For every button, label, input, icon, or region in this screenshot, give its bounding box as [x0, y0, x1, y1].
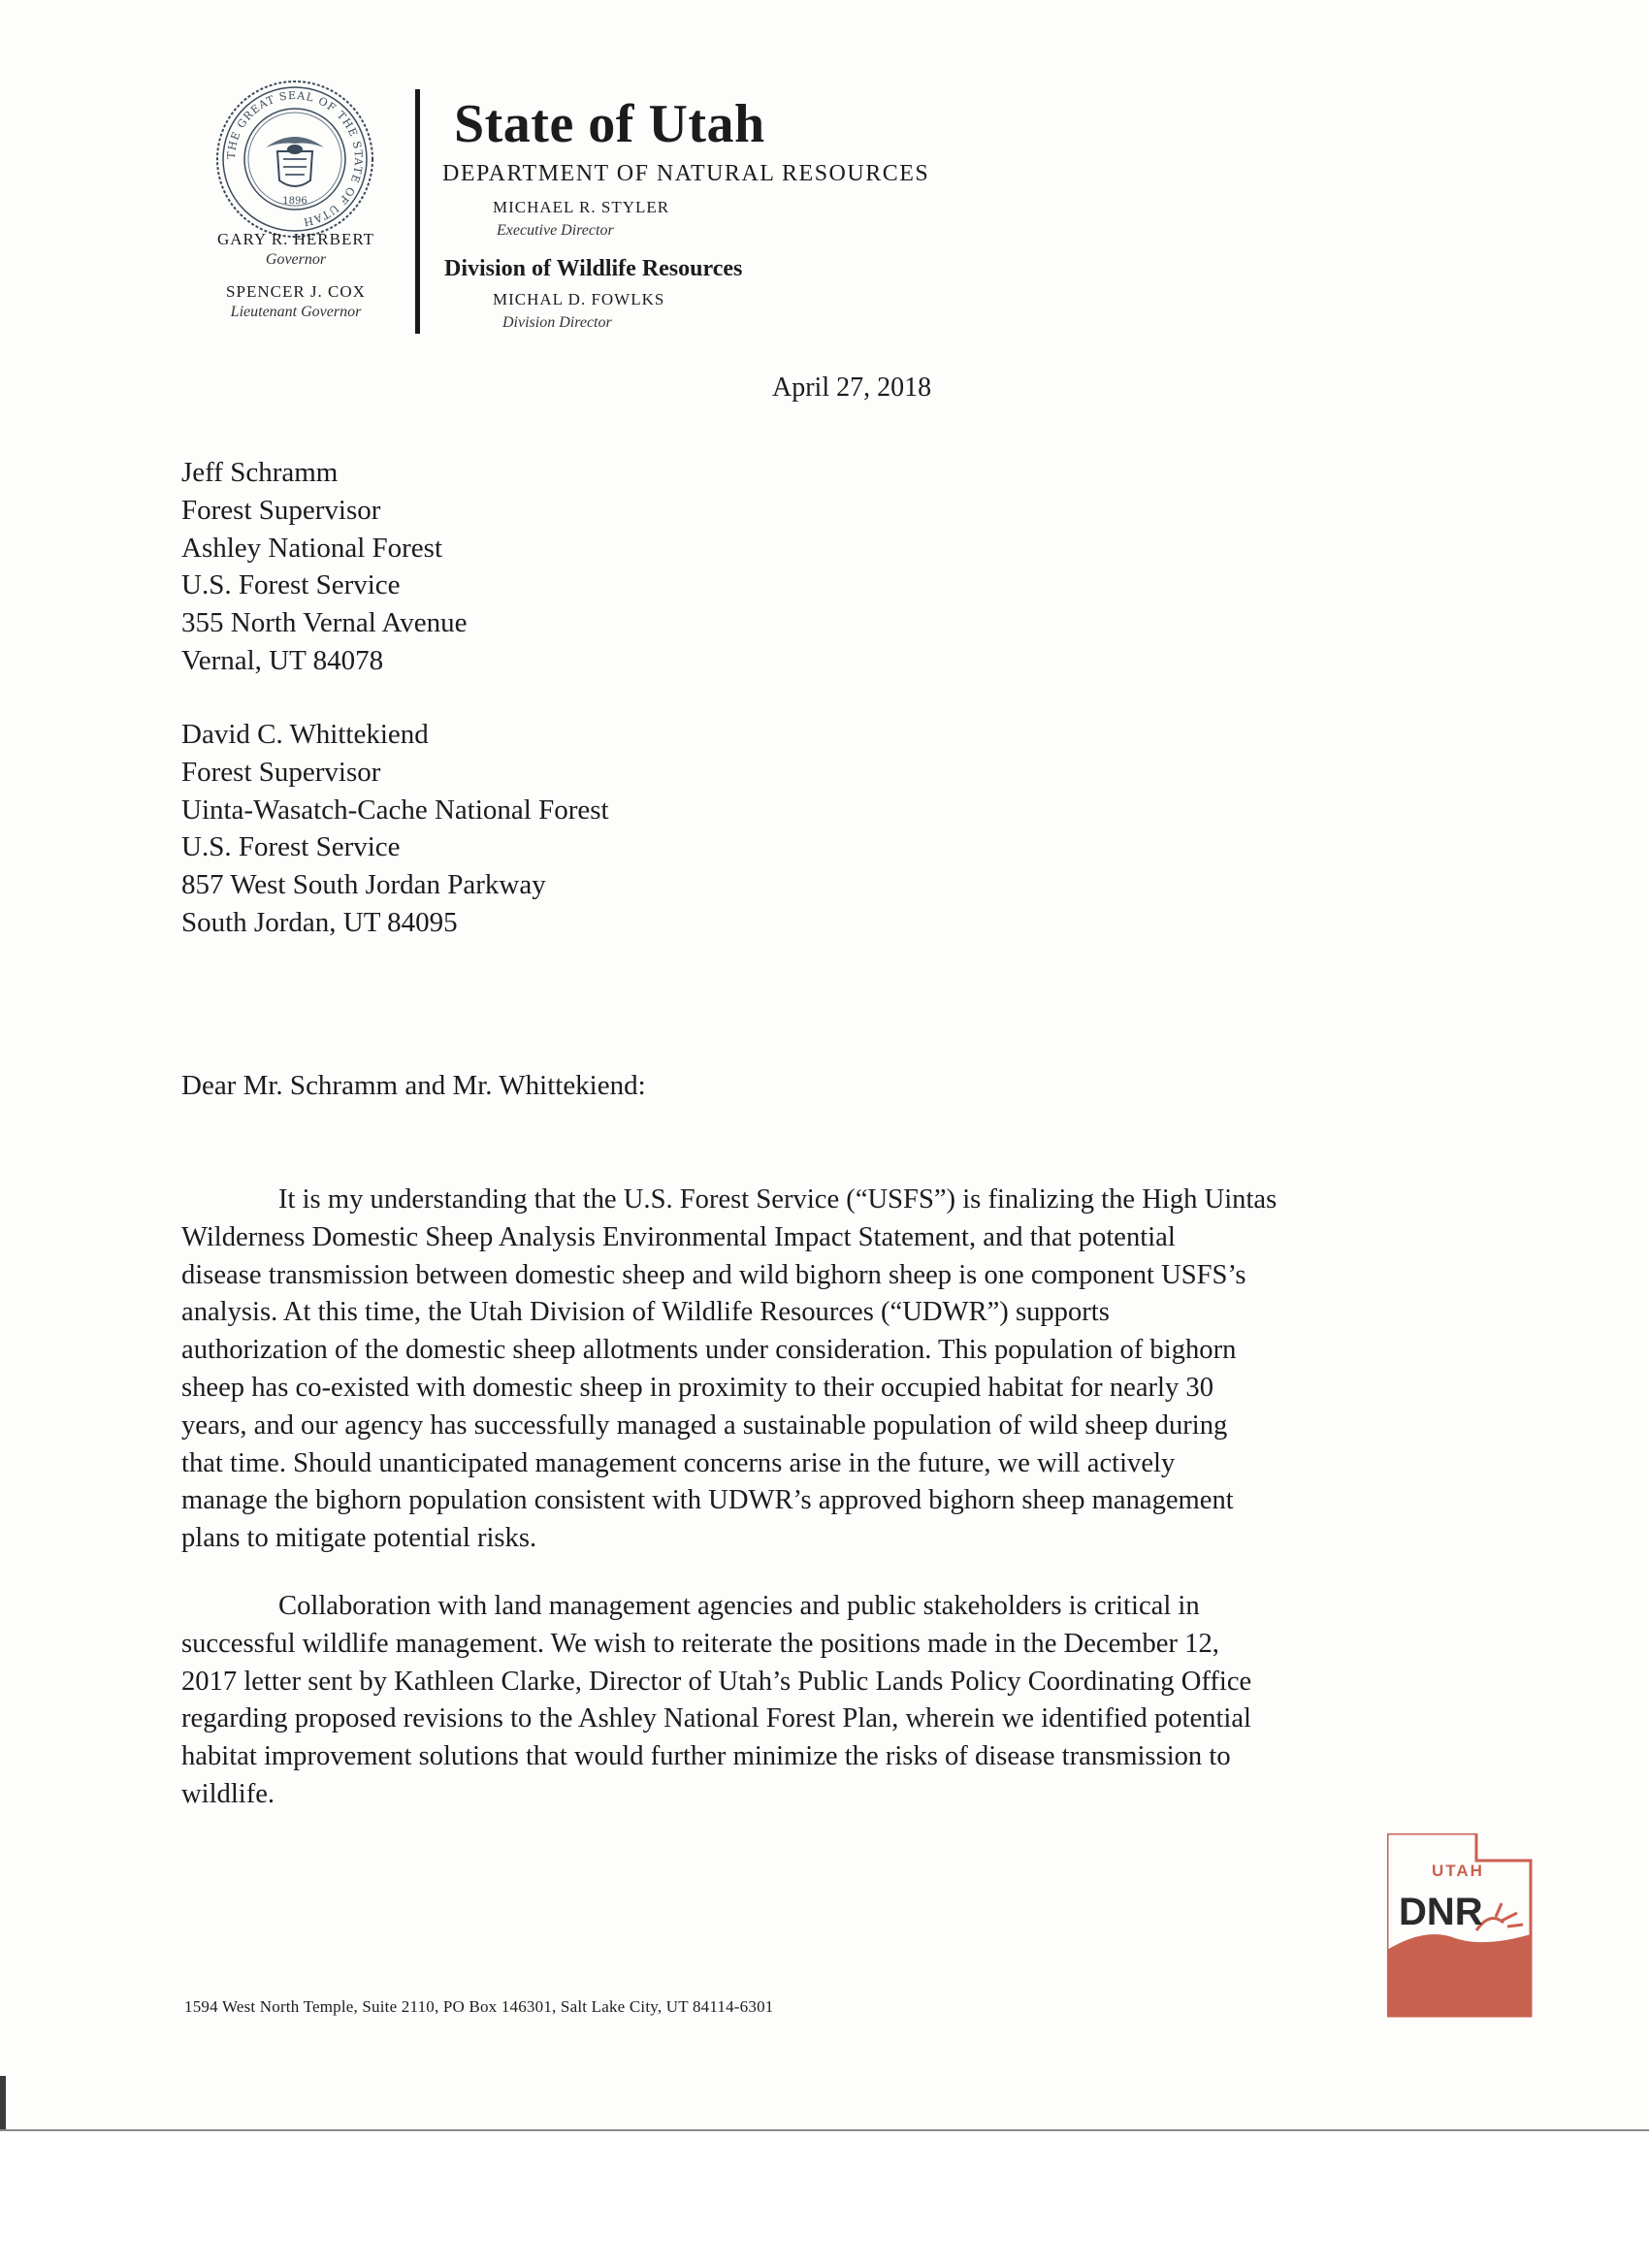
address-line: Forest Supervisor — [181, 756, 381, 788]
governor-name: GARY R. HERBERT — [216, 230, 375, 248]
department-name: DEPARTMENT OF NATURAL RESOURCES — [442, 161, 930, 186]
letter-date: April 27, 2018 — [772, 373, 932, 403]
address-line: 857 West South Jordan Parkway — [181, 869, 546, 901]
body-paragraph-2 — [181, 1588, 1462, 1814]
recipient-address-1 — [181, 454, 468, 680]
governor-title: Governor — [265, 251, 327, 268]
dnr-logo-top-text: UTAH — [1432, 1862, 1484, 1880]
paragraph-line: habitat improvement solutions that would further minimize the risks of disease transmission to — [181, 1741, 1231, 1772]
address-line: Vernal, UT 84078 — [181, 644, 384, 676]
lt-governor-name: SPENCER J. COX — [226, 282, 366, 301]
paragraph-line: regarding proposed revisions to the Ashley National Forest Plan, wherein we identified potential — [181, 1703, 1251, 1734]
paragraph-line: successful wildlife management. We wish to reiterate the positions made in the December 12, — [181, 1628, 1219, 1659]
state-seal-icon — [215, 80, 374, 239]
paragraph-line: It is my understanding that the U.S. Forest Service (“USFS”) is finalizing the High Uintas — [278, 1184, 1277, 1215]
paragraph-line: years, and our agency has successfully managed a sustainable population of wild sheep during — [181, 1409, 1228, 1441]
officials-block — [184, 229, 407, 334]
paragraph-line: authorization of the domestic sheep allotments under consideration. This population of bighorn — [181, 1335, 1237, 1366]
division-name: Division of Wildlife Resources — [444, 256, 743, 281]
address-line: Forest Supervisor — [181, 494, 381, 526]
paragraph-line: Collaboration with land management agencies and public stakeholders is critical in — [278, 1591, 1200, 1621]
lt-governor-title: Lieutenant Governor — [230, 304, 362, 320]
address-line: South Jordan, UT 84095 — [181, 906, 458, 938]
paragraph-line: that time. Should unanticipated management concerns arise in the future, we will actively — [181, 1447, 1176, 1478]
paragraph-line: plans to mitigate potential risks. — [181, 1523, 537, 1554]
address-line: U.S. Forest Service — [181, 569, 401, 601]
seal-text: THE GREAT SEAL OF THE STATE OF UTAH — [224, 88, 366, 229]
division-director-title: Division Director — [502, 314, 612, 331]
address-line: U.S. Forest Service — [181, 831, 401, 863]
address-line: Jeff Schramm — [181, 457, 339, 488]
paragraph-line: wildlife. — [181, 1778, 275, 1809]
address-line: Uinta-Wasatch-Cache National Forest — [181, 794, 609, 826]
address-line: David C. Whittekiend — [181, 719, 429, 750]
paragraph-line: analysis. At this time, the Utah Division of Wildlife Resources (“UDWR”) supports — [181, 1297, 1110, 1328]
dnr-logo-main-text: DNR — [1399, 1891, 1483, 1933]
seal-year: 1896 — [282, 196, 307, 207]
utah-dnr-logo-icon — [1387, 1833, 1542, 2018]
paragraph-line: 2017 letter sent by Kathleen Clarke, Director of Utah’s Public Lands Policy Coordinating Office — [181, 1666, 1252, 1697]
paragraph-line: sheep has co-existed with domestic sheep in proximity to their occupied habitat for nearly 30 — [181, 1372, 1214, 1403]
letterhead-divider — [415, 89, 420, 334]
body-paragraph-1 — [181, 1182, 1462, 1558]
paragraph-line: manage the bighorn population consistent with UDWR’s approved bighorn sheep management — [181, 1485, 1234, 1516]
division-director-name: MICHAL D. FOWLKS — [493, 290, 665, 308]
salutation: Dear Mr. Schramm and Mr. Whittekiend: — [181, 1070, 646, 1101]
executive-director-title: Executive Director — [497, 222, 614, 239]
scan-edge-artifact — [0, 2076, 6, 2129]
state-title: State of Utah — [454, 94, 765, 154]
address-line: 355 North Vernal Avenue — [181, 607, 468, 639]
paragraph-line: disease transmission between domestic sheep and wild bighorn sheep is one component USFS’s — [181, 1259, 1246, 1290]
executive-director-name: MICHAEL R. STYLER — [493, 198, 670, 216]
recipient-address-2 — [181, 716, 609, 942]
address-line: Ashley National Forest — [181, 532, 443, 564]
footer-address: 1594 West North Temple, Suite 2110, PO Box 146301, Salt Lake City, UT 84114-6301 — [184, 1997, 774, 2016]
paragraph-line: Wilderness Domestic Sheep Analysis Environmental Impact Statement, and that potential — [181, 1221, 1176, 1252]
